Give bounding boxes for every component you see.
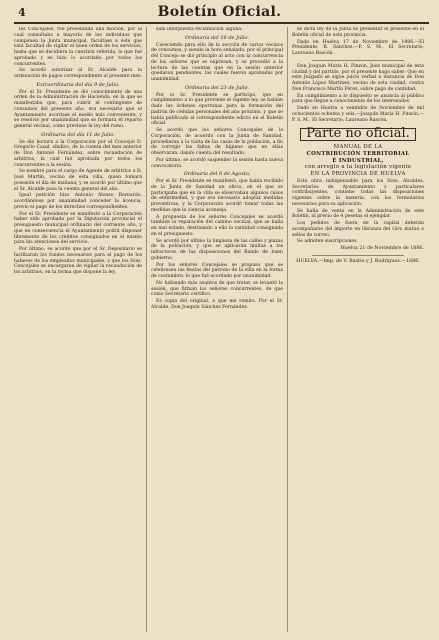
- col2-paragraph-6: Por el Sr. Presidente se manifestó, que había recibido de la Junta de Sanidad un oficio, en el que se participaba que en la villa se observaban algunos casos de enfermedad, y que era necesario adoptar medidas preventivas, y la Corporación acordó tomar todas las medidas que la ciencia aconseja.: [151, 179, 283, 213]
- page-header: [0, 0, 439, 24]
- col2-heading-3: Ordinaria del 6 de Agosto.: [183, 171, 251, 178]
- col3-separator-1: [312, 60, 404, 61]
- col3-separator-2: [312, 255, 404, 256]
- col1-paragraph-2: Se acordó autorizar al Sr. Alcalde para la ordenación de pagos correspondiente al presente mes.: [14, 68, 142, 79]
- col3-paragraph-4: En cumplimiento a lo dispuesto se anuncia al público para que llegue a conocimiento de los interesados.: [292, 93, 424, 105]
- col3-paragraph-6: Esta obra indispensable para los Sres. Alcaldes, Secretarios de Ayuntamiento y particulares contribuyentes, contiene todas las disposiciones vigentes sobre la materia, con los formularios necesarios para su aplicación.: [292, 178, 424, 207]
- col1-paragraph-3: Por el Sr. Presidente se dió conocimiento de una orden de la Administración de Hacienda, en la que se manifestaba que, para cubrir el contingente de consumos del presente año, era necesario que el Ayuntamiento acordase el medio más conveniente, y se resolvió por unanimidad que se formara el reparto general vecinal, como previene la ley del ramo.: [14, 89, 142, 129]
- col2-heading-2: Ordinaria del 23 de Julio.: [184, 84, 250, 91]
- col2-heading-1: Ordinaria del 16 de Julio.: [184, 34, 250, 41]
- header-rule: [14, 22, 429, 24]
- col1-paragraph-8: Por último, se acordó que por el Sr. Depositario se facilitaran los fondos necesarios para el pago de los haberes de los empleados municipales, y que los Sres. Concejales se encargaran de vigilar la recaudación de los arbitrios, en la forma que dispone la ley.: [14, 247, 142, 275]
- col3-paragraph-3: Don Joaquín María H. Pinzón, Juez municipal de esta ciudad y del partido, por el presente hago saber: Que en este Juzgado se sigue juicio verbal a instancia de Don Antonio López Martínez, vecino de esta ciudad, contra Don Francisco Martín Pérez, sobre pago de cantidad.: [292, 63, 424, 92]
- col3-paragraph-2: Dado en Huelva 17 de Noviembre de 1886.—El Presidente, R. Sánchez.—P. S. M., El Secretario, Laureano Rascón.: [292, 39, 424, 56]
- col1-paragraph-6: Igual petición hizo Antonio Alonso Bernardo, acordándose por unanimidad conceder la licencia, previo el pago de los derechos correspondientes.: [14, 193, 142, 210]
- col1-paragraph-5: Se nombró para el cargo de Agente de arbitrios a D. José Martín, vecino de esta villa, quien tomará posesión el día de mañana; y se acordó por último que el Sr. Alcalde pase la cuenta general del año.: [14, 169, 142, 192]
- col2-paragraph-3: Por el Sr. Presidente se participó, que en cumplimiento a lo que previene el vigente ley, se habían dado las órdenes oportunas para la formación del padrón de cédulas personales del año próximo, y que se había publicado el correspondiente edicto en el Boletín oficial.: [151, 92, 283, 127]
- page-number: 4: [18, 6, 26, 19]
- col2-paragraph-2: Careciendo para ello de la sección de varios vecinos de consumos, y siendo la hora señalada, por el principal del Concejo se dió principio al acto con la concurrencia de los señores que se expresan, y se procedió a la lectura de las cuentas que en la sesión anterior quedaron pendientes, las cuales fueron aprobadas por unanimidad.: [151, 42, 283, 82]
- col2-paragraph-1: sido interpuesta reclamación alguna.: [156, 27, 243, 32]
- col2-paragraph-10: No habiendo más asuntos de que tratar, se levantó la sesión, que firman los señores concurrentes, de que como Secretario certifico.: [151, 280, 283, 298]
- column-divider-1: [146, 27, 147, 632]
- col3-date: Huelva 21 de Noviembre de 1886.: [340, 246, 424, 251]
- manual-title-line-5: EN LA PROVINCIA DE HUELVA: [310, 171, 406, 177]
- col1-heading-1: Extraordinaria del día 9 de Julio.: [36, 81, 120, 88]
- manual-title-line-4: con arreglo a la legislación vigente: [304, 164, 412, 171]
- col2-paragraph-5: Por último, se acordó suspender la sesión hasta nueva convocatoria.: [151, 157, 283, 169]
- col1-paragraph-1: los Concejales, fué presentada una moción, por la cual consultaba a mayoría de los individuos que componen la Junta municipal, facultase a éste que está facultad de vigilar el buen orden de los servicios, hasta que se decidiera la cuestión referida, lo que fué aprobado y se hizo lo acordado por todos los concurrentes.: [14, 27, 142, 67]
- column-divider-2: [287, 27, 288, 632]
- masthead-title: Boletín Oficial.: [157, 4, 282, 20]
- col1-paragraph-4: Se dió lectura a la Corporación por el Concejal D. Gregorio Casal, síndico, de la cuenta del mes anterior de Don Antonio Fernández, sobre recaudación de arbitrios, la cual fué aprobada por todos los concurrentes a la sesión.: [14, 139, 142, 168]
- col3-paragraph-9: Se admiten suscripciones.: [297, 239, 358, 245]
- col2-paragraph-4: Se acordó que los señores Concejales de la Corporación, de acuerdo con la Junta de Sanidad, procedieran a la visita de las casas de la población, a fin de corregir las faltas de higiene que en ellas observaran, dando cuenta del resultado.: [151, 128, 283, 156]
- col3-paragraph-7: Se halla de venta en la Administración de este Boletín, al precio de 4 pesetas el ejemplar.: [292, 208, 424, 220]
- col2-paragraph-9: Por los señores Concejales se propuso que se celebrasen las fiestas del patrono de la villa en la forma de costumbre, lo que fué acordado por unanimidad.: [151, 262, 283, 279]
- column-3: [292, 27, 424, 632]
- col3-paragraph-1: se dicta ley de la Junta es presentar el presente en el Boletín oficial de esta provincia.: [292, 27, 424, 38]
- col3-paragraph-5: Dado en Huelva a veintidós de Noviembre de mil ochocientos ochenta y seis.—Joaquín María H. Pinzón.—P. S. M., El Secretario, Laureano Rascón.: [292, 106, 424, 123]
- col2-paragraph-11: Es copia del original, a que me remito. Por el Sr. Alcalde, Don Joaquín Sánchez Fernández.: [151, 299, 283, 310]
- col2-paragraph-8: Se acordó por último la limpieza de las calles y plazas de la población, y que se aplicaran multas a los infractores de las disposiciones del Bando de buen gobierno.: [151, 238, 283, 261]
- manual-title-line-2: CONTRIBUCIÓN TERRITORIAL: [306, 150, 410, 157]
- printer-imprint: HUELVA.—Imp. de V. Baxtio y J. Rodríguez.—1886.: [296, 258, 420, 264]
- column-1: [14, 27, 142, 632]
- manual-title-line-3: É INDUSTRIAL,: [332, 157, 384, 164]
- manual-title-line-1: MANUAL DE LA: [333, 144, 383, 150]
- column-2: [151, 27, 283, 632]
- col1-paragraph-7: Por el Sr. Presidente se manifestó a la Corporación haber sido aprobado por la Diputación provincial el presupuesto municipal ordinario del corriente año, y que en consecuencia el Ayuntamiento podrá disponer libremente de los créditos consignados en el mismo para las atenciones del servicio.: [14, 211, 142, 246]
- section-box-title: Parte no oficial.: [300, 128, 416, 141]
- col3-paragraph-8: Los pedidos de fuera de la capital deberán acompañarse del importe en libranza del Giro mutuo o sellos de correo.: [292, 221, 424, 238]
- col2-paragraph-7: A propuesta de los señores Concejales se acordó también la reparación del camino vecinal, que se halla en mal estado, destinando a ello la cantidad consignada en el presupuesto.: [151, 214, 283, 237]
- col1-heading-2: Ordinaria del día 11 de Julio.: [41, 131, 115, 138]
